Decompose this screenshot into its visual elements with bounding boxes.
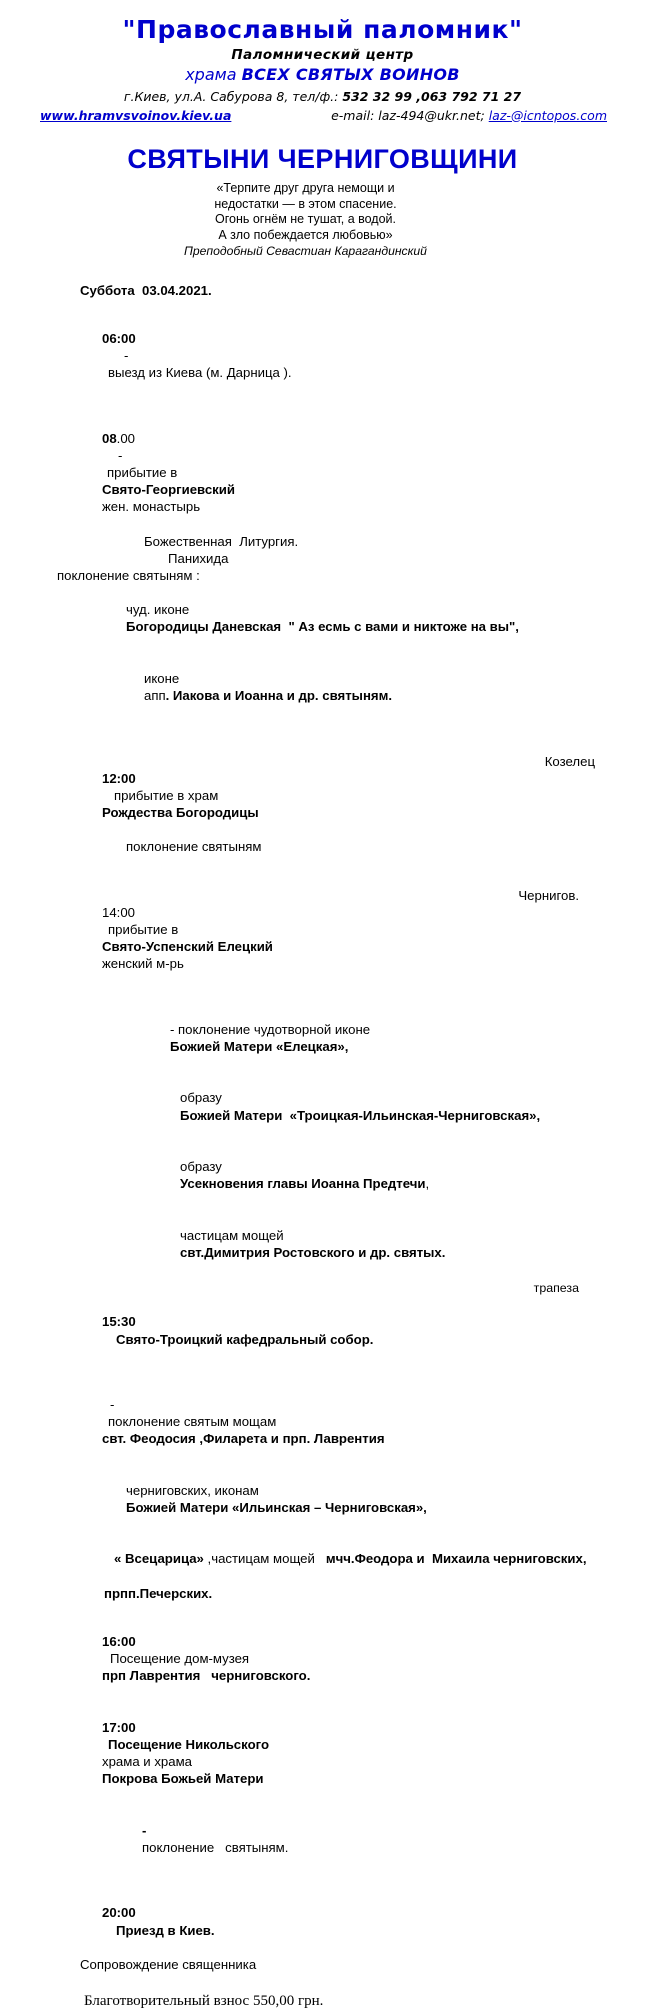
shrine-line-3-mid: ,частицам мощей (203, 1551, 326, 1567)
schedule-entry-1400 (80, 869, 637, 989)
relic-line-4-name: свт.Димитрия Ростовского и др. святых. (179, 1244, 446, 1260)
time-label-2000: 20:00 (101, 1905, 136, 1921)
entry-suffix-1400: женский м-рь (101, 956, 184, 972)
organization-title: "Православный паломник" (122, 15, 523, 44)
schedule-entry-2000 (80, 1887, 637, 1956)
icon-line-2-prefix: иконе (143, 670, 180, 686)
dash-0600: - (123, 348, 129, 364)
time-label-1600: 16:00 (101, 1634, 136, 1649)
entry-suffix-0800: жен. монастырь (101, 499, 201, 515)
email-address-primary: laz-494@ukr.net; (378, 107, 485, 123)
schedule-entry-0600 (80, 313, 637, 399)
museum-name-1600: прп Лаврентия черниговского. (101, 1668, 311, 1684)
shrine-line-2-prefix: черниговских, иконам (125, 1482, 259, 1498)
schedule-date: Суббота 03.04.2021. (80, 282, 212, 298)
panihida-line: Панихида (168, 550, 229, 566)
temple-line (0, 65, 645, 86)
epigraph-line-1: «Терпите друг друга немощи и (216, 180, 395, 195)
veneration-text-1700: поклонение святыням. (141, 1839, 289, 1855)
arrival-text-2000: Приезд в Киев. (115, 1922, 215, 1938)
page-title: СВЯТЫНИ ЧЕРНИГОВЩИНИ (127, 143, 518, 174)
entry-prefix-0800: прибытие в (106, 465, 178, 481)
cathedral-name-1530: Свято-Троицкий кафедральный собор. (115, 1331, 374, 1347)
entry-mid-1700: храма и храма (101, 1754, 193, 1770)
entry-prefix-1600: Посещение дом-музея (109, 1651, 250, 1667)
contact-row (0, 108, 645, 123)
shrine-line-3 (80, 1533, 637, 1584)
place-label-1400: Чернигов. (518, 887, 579, 903)
church-name-1700-a: Посещение Никольского (107, 1736, 270, 1752)
address-label: г.Киев, ул.А. Сабурова 8, тел/ф.: (123, 89, 339, 105)
relic-line-1-name: Божией Матери «Елецкая», (169, 1038, 349, 1054)
veneration-line-1700 (80, 1805, 637, 1874)
monastery-name-0800: Свято-Георгиевский (101, 482, 235, 498)
letterhead (0, 0, 645, 123)
shrine-line-1 (80, 1379, 637, 1465)
veneration-line-1200: поклонение святыням (126, 839, 262, 855)
relic-line-3 (80, 1141, 637, 1210)
epigraph-block (0, 181, 645, 260)
time-label-1530: 15:30 (101, 1314, 136, 1330)
temple-prefix-label: храма (185, 65, 237, 85)
time-label-0800-minutes: .00 (116, 430, 135, 446)
church-name-1200: Рождества Богородицы (101, 805, 259, 820)
relic-line-3-name: Усекновения главы Иоанна Предтечи (179, 1176, 426, 1192)
liturgy-line: Божественная Литургия. (144, 533, 299, 549)
trapeza-note: трапеза (533, 1281, 579, 1296)
shrine-line-3-relics: мчч.Феодора и Михаила черниговских, (325, 1551, 587, 1567)
veneration-dash-1700: - (141, 1822, 147, 1838)
email-group (331, 108, 607, 123)
entry-prefix-1400: прибытие в (107, 921, 179, 937)
icon-line-1-prefix: чуд. иконе (125, 602, 190, 618)
relic-line-1-prefix: - поклонение чудотворной иконе (169, 1021, 371, 1037)
church-name-1700-b: Покрова Божьей Матери (101, 1771, 264, 1787)
schedule-entry-1200 (80, 735, 637, 838)
temple-name-label: ВСЕХ СВЯТЫХ ВОИНОВ (241, 65, 460, 85)
shrine-line-3-icon-name: « Всецарица» (113, 1551, 204, 1567)
shrine-line-2 (80, 1465, 637, 1534)
website-link[interactable]: www.hramvsvoinov.kiev.ua (40, 107, 232, 123)
accompaniment-line: Сопровождение священника (80, 1956, 257, 1972)
entry-text-0600: выезд из Киева (м. Дарница ). (107, 365, 292, 381)
time-label-1200: 12:00 (101, 770, 136, 786)
shrine-line-2-name: Божией Матери «Ильинская – Черниговская», (125, 1499, 427, 1515)
time-label-0600: 06:00 (101, 330, 136, 346)
shrine-dash: - (109, 1396, 115, 1412)
relic-line-3-prefix: образу (179, 1158, 222, 1174)
address-line (0, 89, 645, 105)
relic-line-2-prefix: образу (179, 1090, 222, 1106)
schedule-entry-0800 (80, 413, 637, 533)
schedule-entry-1530 (80, 1296, 637, 1365)
time-label-1700: 17:00 (101, 1719, 136, 1735)
monastery-name-1400: Свято-Успенский Елецкий (101, 939, 273, 955)
epigraph-line-2: недостатки — в этом спасение. (214, 196, 397, 211)
email-link-secondary[interactable]: laz-@icntopos.com (488, 107, 607, 123)
relic-line-4 (80, 1209, 637, 1278)
place-label-1200: Козелец (544, 753, 595, 769)
relic-line-3-suffix: , (425, 1176, 430, 1192)
phone-numbers: 532 32 99 ,063 792 71 27 (342, 89, 522, 105)
shrine-line-4: прпп.Печерских. (104, 1585, 213, 1601)
epigraph-line-3: Огонь огнём не тушат, а водой. (214, 212, 397, 227)
icon-line-1 (80, 584, 637, 653)
icon-line-2-mid: апп (143, 688, 166, 704)
dash-0800: - (117, 447, 123, 463)
schedule-entry-1700 (80, 1702, 637, 1805)
relic-line-1 (80, 1004, 637, 1073)
organization-subtitle: Паломнический центр (231, 47, 414, 63)
schedule-block (0, 282, 645, 1973)
time-label-0800-hours: 08 (101, 430, 117, 446)
schedule-entry-1600 (80, 1616, 637, 1702)
shrine-line-1-prefix: поклонение святым мощам (107, 1414, 277, 1430)
relic-line-2-name: Божией Матери «Троицкая-Ильинская-Черниговская», (179, 1107, 541, 1123)
epigraph-attribution: Преподобный Севастиан Карагандинский (184, 244, 427, 259)
shrine-line-1-name: свт. Феодосия ,Филарета и прп. Лаврентия (101, 1431, 385, 1447)
epigraph-line-4: А зло побеждается любовью» (218, 228, 393, 243)
icon-line-1-name: Богородицы Даневская " Аз есмь с вами и никтоже на вы", (125, 619, 519, 635)
donation-fee-line: Благотворительный взнос 550,00 грн. (84, 1992, 324, 2009)
time-label-1400: 14:00 (101, 904, 135, 920)
icon-line-2-name: . Иакова и Иоанна и др. святыням. (165, 688, 393, 704)
relic-line-2 (80, 1072, 637, 1141)
icon-line-2 (80, 653, 637, 722)
veneration-header: поклонение святыням : (57, 567, 200, 583)
email-label: e-mail: (331, 107, 375, 123)
entry-prefix-1200: прибытие в храм (113, 787, 219, 803)
relic-line-4-prefix: частицам мощей (179, 1227, 284, 1243)
